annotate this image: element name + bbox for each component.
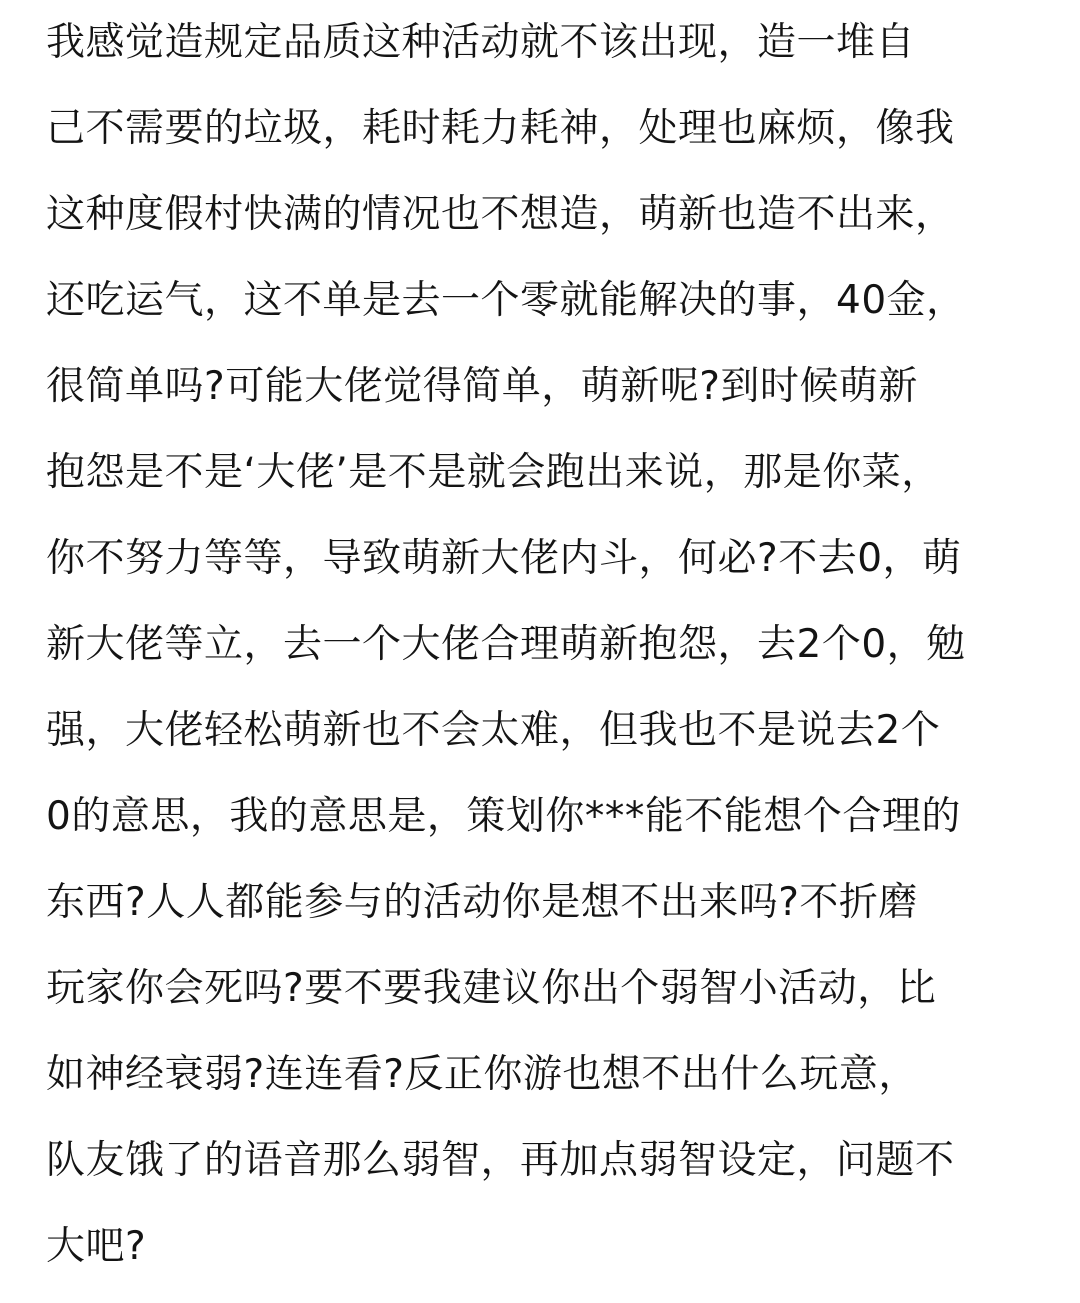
text-line: 己不需要的垃圾，耗时耗力耗神，处理也麻烦，像我 — [46, 106, 955, 151]
text-line: 强，大佬轻松萌新也不会太难，但我也不是说去2个 — [46, 708, 941, 753]
text-line: 队友饿了的语音那么弱智，再加点弱智设定，问题不 — [46, 1138, 955, 1183]
text-line: 东西?人人都能参与的活动你是想不出来吗?不折磨 — [46, 880, 918, 925]
text-line: 玩家你会死吗?要不要我建议你出个弱智小活动，比 — [46, 966, 937, 1011]
text-line: 我感觉造规定品质这种活动就不该出现，造一堆自 — [46, 20, 916, 65]
text-line: 新大佬等立，去一个大佬合理萌新抱怨，去2个0，勉 — [46, 622, 966, 667]
text-line: 你不努力等等，导致萌新大佬内斗，何必?不去0，萌 — [46, 536, 962, 581]
text-line: 抱怨是不是‘大佬’是不是就会跑出来说，那是你菜， — [46, 450, 941, 495]
text-line: 大吧? — [46, 1224, 147, 1269]
text-line: 还吃运气，这不单是去一个零就能解决的事，40金， — [46, 278, 966, 323]
text-line: 这种度假村快满的情况也不想造，萌新也造不出来， — [46, 192, 955, 237]
text-line: 0的意思，我的意思是，策划你***能不能想个合理的 — [46, 794, 961, 839]
text-line: 如神经衰弱?连连看?反正你游也想不出什么玩意， — [46, 1052, 918, 1097]
text-line: 很简单吗?可能大佬觉得简单，萌新呢?到时候萌新 — [46, 364, 918, 409]
